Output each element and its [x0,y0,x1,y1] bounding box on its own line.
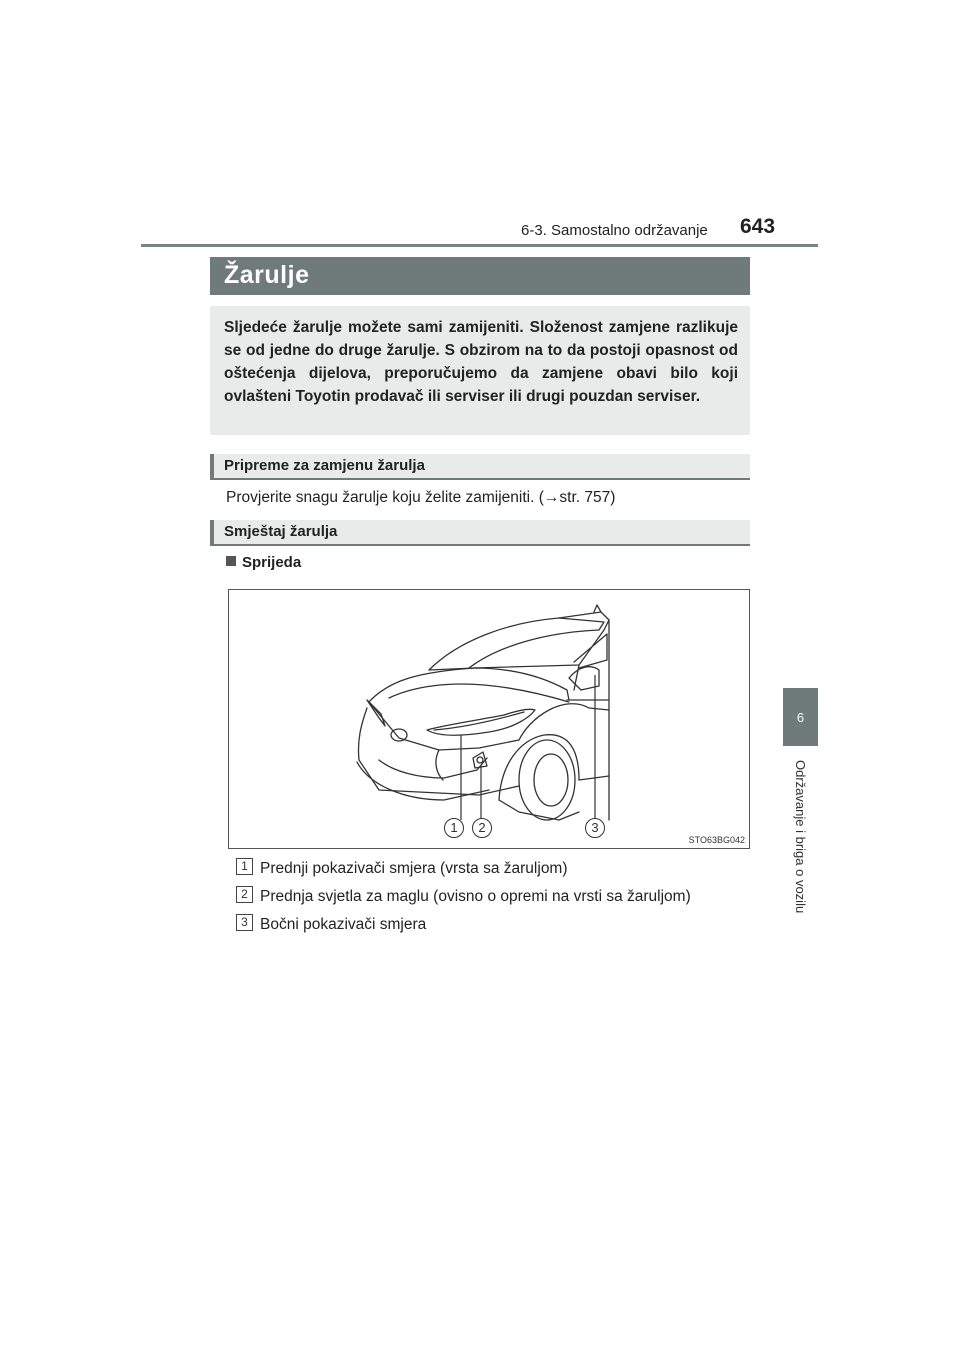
car-drawing [229,590,749,848]
legend-text: Prednji pokazivači smjera (vrsta sa žaruljom) [260,860,568,877]
header-divider [141,244,818,247]
callout-2: 2 [472,818,492,838]
legend-number: 1 [236,858,253,875]
section-heading-preparation [210,454,750,480]
section-title: 6-3. Samostalno održavanje [521,222,708,239]
legend-number: 2 [236,886,253,903]
preparation-text: Provjerite snagu žarulje koju želite zamijeniti. (→str. 757) [226,489,616,506]
square-bullet-icon [226,556,236,566]
intro-box: Sljedeće žarulje možete sami zamijeniti. Složenost zamjene razlikuje se od jedne do druge žarulje. S obzirom na to da postoji opasnost od oštećenja dijelova, preporučujemo da zamjene obavi bilo koji ovlašteni Toyotin prodavač ili serviser ili drugi pouzdan serviser. [210,306,750,435]
chapter-number: 6 [796,709,805,725]
figure-code: STO63BG042 [688,835,745,845]
car-front-illustration [228,589,750,849]
page-number: 643 [740,215,776,238]
page-title-bar [210,257,750,295]
chapter-tab [783,688,818,746]
section-heading-text: Pripreme za zamjenu žarulja [224,457,425,474]
section-heading-location [210,520,750,546]
page-title: Žarulje [224,261,310,289]
legend-text: Bočni pokazivači smjera [260,916,427,933]
section-heading-text: Smještaj žarulja [224,523,338,540]
chapter-title: Održavanje i briga o vozilu [793,760,808,914]
callout-1: 1 [444,818,464,838]
subheading-front [226,554,301,571]
legend-text: Prednja svjetla za maglu (ovisno o opremi na vrsti sa žaruljom) [260,888,691,905]
chapter-side-label [770,760,830,935]
subheading-text: Sprijeda [242,554,302,571]
callout-3: 3 [585,818,605,838]
legend-number: 3 [236,914,253,931]
